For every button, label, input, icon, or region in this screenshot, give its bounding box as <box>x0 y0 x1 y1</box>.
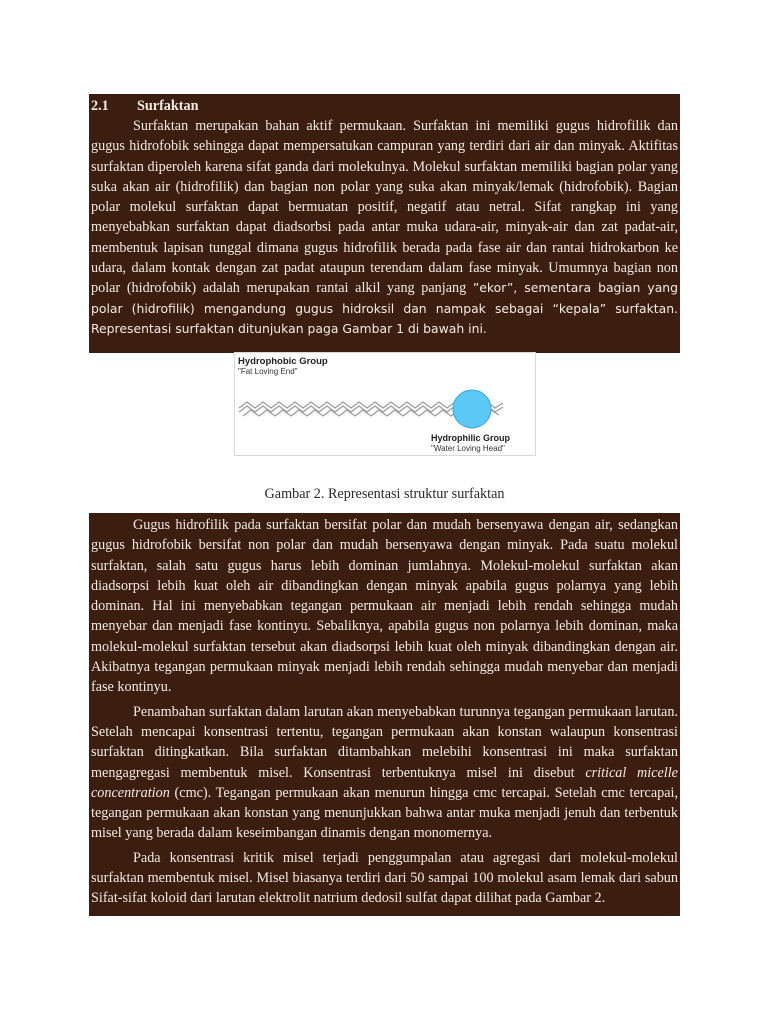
hydrophilic-label: Hydrophilic Group <box>431 433 511 443</box>
paragraph-3-before: Penambahan surfaktan dalam larutan akan menyebabkan turunnya tegangan permukaan larutan. Setelah mencapai konsentrasi tertentu, tegangan permukaan akan konstan walaupun konsentrasi surfaktan ditingkatkan. Bila surfaktan ditambahkan melebihi konsentrasi ini maka surfaktan mengagregasi membentuk misel. Konsentrasi terbentuknya misel ini disebut <box>91 703 678 781</box>
figure-caption: Gambar 2. Representasi struktur surfaktan <box>264 486 505 502</box>
section-title: Surfaktan <box>137 98 199 114</box>
hydrophobic-sublabel: "Fat Loving End" <box>238 367 298 376</box>
hydrophilic-head <box>453 390 491 428</box>
surfactant-figure <box>234 352 536 456</box>
text-block-top <box>89 94 680 353</box>
paragraph-3 <box>91 702 678 844</box>
paragraph-1 <box>91 116 678 339</box>
paragraph-1-main: Surfaktan merupakan bahan aktif permukaan. Surfaktan ini memiliki gugus hidrofilik dan gugus hidrofobik sehingga dapat mempersatukan campuran yang terdiri dari air dan minyak. Aktifitas surfaktan diperoleh karena sifat ganda dari molekulnya. Molekul surfaktan memiliki bagian polar yang suka akan air (hidrofilik) dan bagian non polar yang suka akan minyak/lemak (hidrofobik). Bagian polar molekul surfaktan dapat bermuatan positif, negatif atau netral. Sifat rangkap ini yang menyebabkan surfaktan dapat diadsorbsi pada antar muka udara-air, minyak-air dan zat padat-air, membentuk lapisan tunggal dimana gugus hidrofilik berada pada fase air dan rantai hidrokarbon ke udara, dalam kontak dengan zat padat ataupun terendam dalam fase minyak. Umumnya bagian non polar (hidrofobik) adalah merupakan rantai alkil yang panjang <box>91 118 678 297</box>
section-heading <box>91 96 678 116</box>
surfactant-diagram <box>235 353 535 455</box>
section-number: 2.1 <box>91 98 109 114</box>
paragraph-2: Gugus hidrofilik pada surfaktan bersifat polar dan mudah bersenyawa dengan air, sedangkan gugus hidrofobik bersifat non polar dan mudah bersenyawa dengan minyak. Pada suatu molekul surfaktan, salah satu gugus harus lebih dominan jumlahnya. Molekul-molekul surfaktan akan diadsorpsi lebih kuat oleh air dibandingkan dengan minyak apabila gugus polarnya yang lebih dominan. Hal ini menyebabkan tegangan permukaan air menjadi lebih rendah sehingga mudah menyebar dan menjadi fase kontinyu. Sebaliknya, apabila gugus non polarnya lebih dominan, maka molekul-molekul surfaktan tersebut akan diadsorpsi lebih kuat oleh minyak dibandingkan dengan air. Akibatnya tegangan permukaan minyak menjadi lebih rendah sehingga mudah menyebar dan menjadi fase kontinyu. <box>91 517 678 696</box>
paragraph-3-term: critical micelle concentration <box>91 764 678 801</box>
paragraph-4: Pada konsentrasi kritik misel terjadi penggumpalan atau agregasi dari molekul-molekul surfaktan membentuk misel. Misel biasanya terdiri dari 50 sampai 100 molekul asam lemak dari sabun Sifat-sifat koloid dari larutan elektrolit natrium dedosil sulfat dapat dilihat pada Gambar 2. <box>91 849 678 907</box>
hydrophilic-sublabel: "Water Loving Head" <box>431 444 505 453</box>
text-block-bottom <box>89 513 680 916</box>
hydrophobic-label: Hydrophobic Group <box>238 356 328 367</box>
paragraph-1-tail: ”ekor”, sementara bagian yang polar (hidrofilik) mengandung gugus hidroksil dan nampak sebagai “kepala” surfaktan. Representasi surfaktan ditunjukan paga Gambar 1 di bawah ini. <box>91 280 679 336</box>
paragraph-3-after: (cmc). Tegangan permukaan akan menurun hingga cmc tercapai. Setelah cmc tercapai, tegangan permukaan akan konstan yang menunjukkan bahwa antar muka menjadi jenuh dan terbentuk misel yang berada dalam keseimbangan dinamis dengan monomernya. <box>91 784 678 842</box>
